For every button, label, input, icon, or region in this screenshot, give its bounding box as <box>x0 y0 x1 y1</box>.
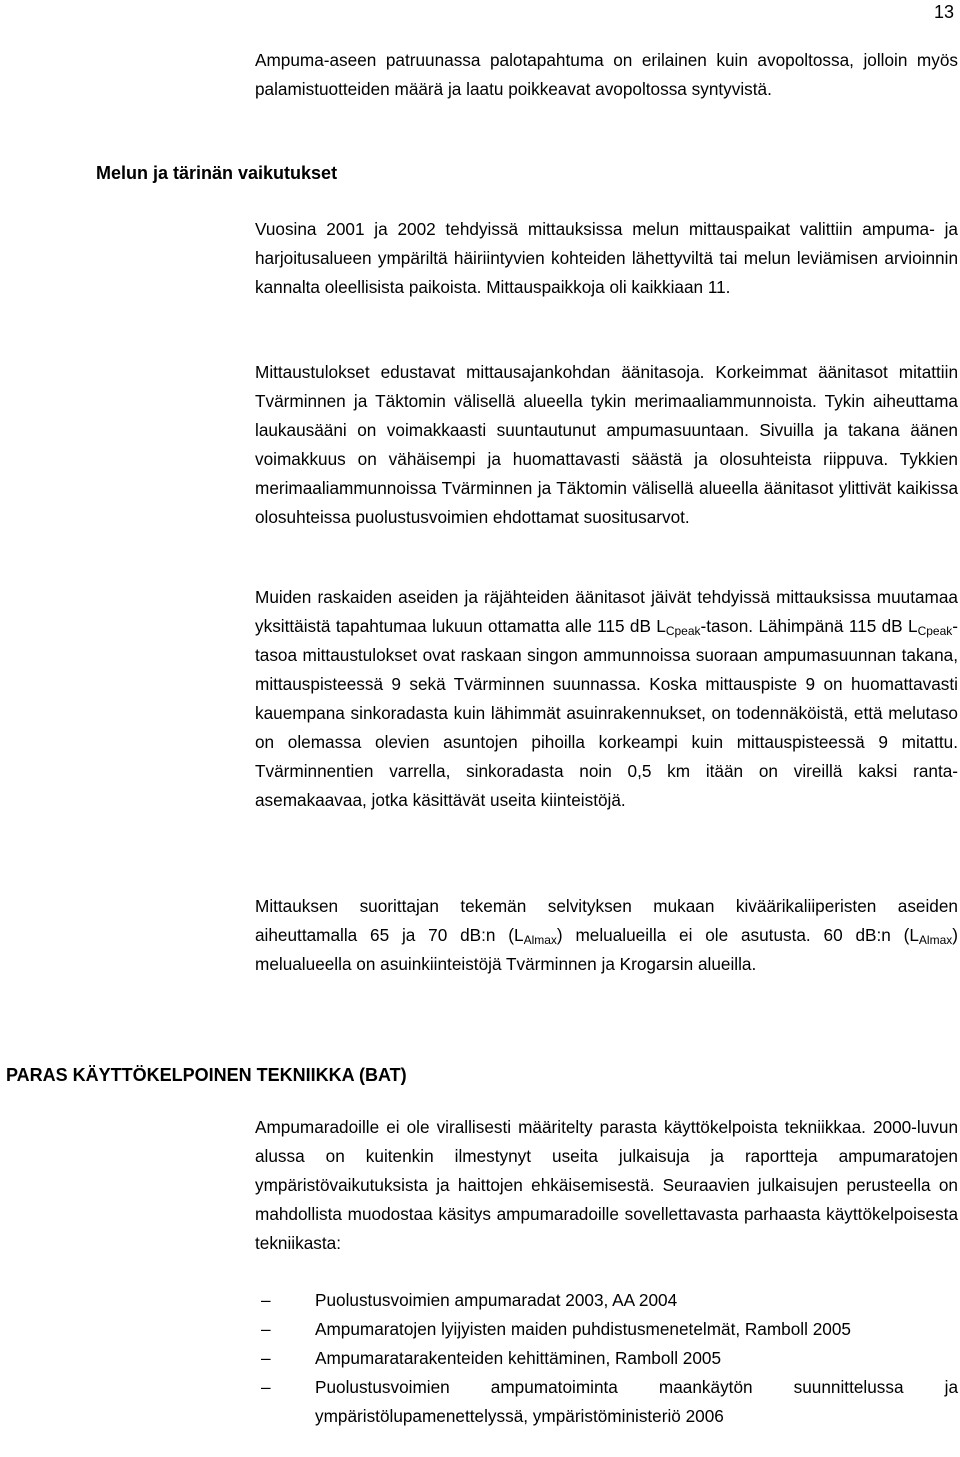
noise-paragraph-4: Mittauksen suorittajan tekemän selvityksen mukaan kiväärikaliiperisten aseiden aiheuttamalla 65 ja 70 dB:n $(L_{Almax})$ melualueilla ei ole asutusta. 60 dB:n $(L_{Almax})$ melualueella on asuinkiinteistöjä Tvärminnen ja Krogarsin alueilla. <box>255 896 958 974</box>
intro-paragraph: Ampuma-aseen patruunassa palotapahtuma on erilainen kuin avopoltossa, jolloin myös palamistuotteiden määrä ja laatu poikkeavat avopoltossa syntyvistä. <box>255 50 958 99</box>
list-item: – Ampumaratojen lyijyisten maiden puhdistusmenetelmät, Ramboll 2005 <box>255 1315 958 1344</box>
noise-paragraph-3: Muiden raskaiden aseiden ja räjähteiden äänitasot jäivät tehdyissä mittauksissa muutamaa yksittäistä tapahtumaa lukuun ottamatta alle 115 dB $L_{Cpeak}$-tason. Lähimpänä 115 dB $L_{Cpeak}$-tasoa mittaustulokset ovat raskaan singon ammunnoissa suoraan ampumasuunnan takana, mittauspisteessä 9 sekä Tvärminnen suunnassa. Koska mittauspiste 9 on huomattavasti kauempana sinkoradasta kuin lähimmät asuinrakennukset, on todennäköistä, että melutaso on olemassa olevien asuntojen pihoilla korkeampi kuin mittauspisteessä 9 mitattu. Tvärminnentien varrella, sinkoradasta noin 0,5 km itään on vireillä kaksi ranta-asemakaavaa, jotka käsittävät useita kiinteistöjä. <box>255 587 958 810</box>
dash-bullet-icon: – <box>261 1319 271 1339</box>
bat-section-heading: PARAS KÄYTTÖKELPOINEN TEKNIIKKA (BAT) <box>6 1065 407 1085</box>
dash-bullet-icon: – <box>261 1290 271 1310</box>
list-item: – Ampumaratarakenteiden kehittäminen, Ramboll 2005 <box>255 1344 958 1373</box>
list-item: – Puolustusvoimien ampumaradat 2003, AA 2004 <box>255 1286 958 1315</box>
noise-paragraph-1: Vuosina 2001 ja 2002 tehdyissä mittauksissa melun mittauspaikat valittiin ampuma- ja harjoitusalueen ympäriltä häiriintyvien kohteiden lähettyviltä tai melun leviämisen arvioinnin kannalta oleellisista paikoista. Mittauspaikkoja oli kaikkiaan 11. <box>255 219 958 297</box>
dash-bullet-icon: – <box>261 1348 271 1368</box>
noise-section-heading: Melun ja tärinän vaikutukset <box>96 163 338 183</box>
list-item: – Puolustusvoimien ampumatoiminta maankäytön suunnittelussa ja ympäristölupamenettelyssä, ympäristöministeriö 2006 <box>255 1373 958 1431</box>
dash-bullet-icon: – <box>261 1377 271 1397</box>
bat-publication-list <box>255 1286 958 1431</box>
noise-paragraph-2: Mittaustulokset edustavat mittausajankohdan äänitasoja. Korkeimmat äänitasot mitattiin Tvärminnen ja Täktomin välisellä alueella tykin merimaaliammunnoista. Tykin aiheuttama laukausääni on voimakkaasti suuntautunut ampumasuuntaan. Sivuilla ja takana äänen voimakkuus on vähäisempi ja huomattavasti säästä ja olosuhteista riippuva. Tykkien merimaaliammunnoissa Tvärminnen ja Täktomin välisellä alueella äänitasot ylittivät kaikissa olosuhteissa puolustusvoimien ehdottamat suositusarvot. <box>255 362 958 527</box>
page-number: 13 <box>933 2 954 22</box>
bat-paragraph: Ampumaradoille ei ole virallisesti määritelty parasta käyttökelpoista tekniikkaa. 2000-luvun alussa on kuitenkin ilmestynyt useita julkaisuja ja raportteja ampumaratojen ympäristövaikutuksista ja haittojen ehkäisemisestä. Seuraavien julkaisujen perusteella on mahdollista muodostaa käsitys ampumaradoille sovellettavasta parhaasta käyttökelpoisesta tekniikasta: <box>255 1117 958 1253</box>
